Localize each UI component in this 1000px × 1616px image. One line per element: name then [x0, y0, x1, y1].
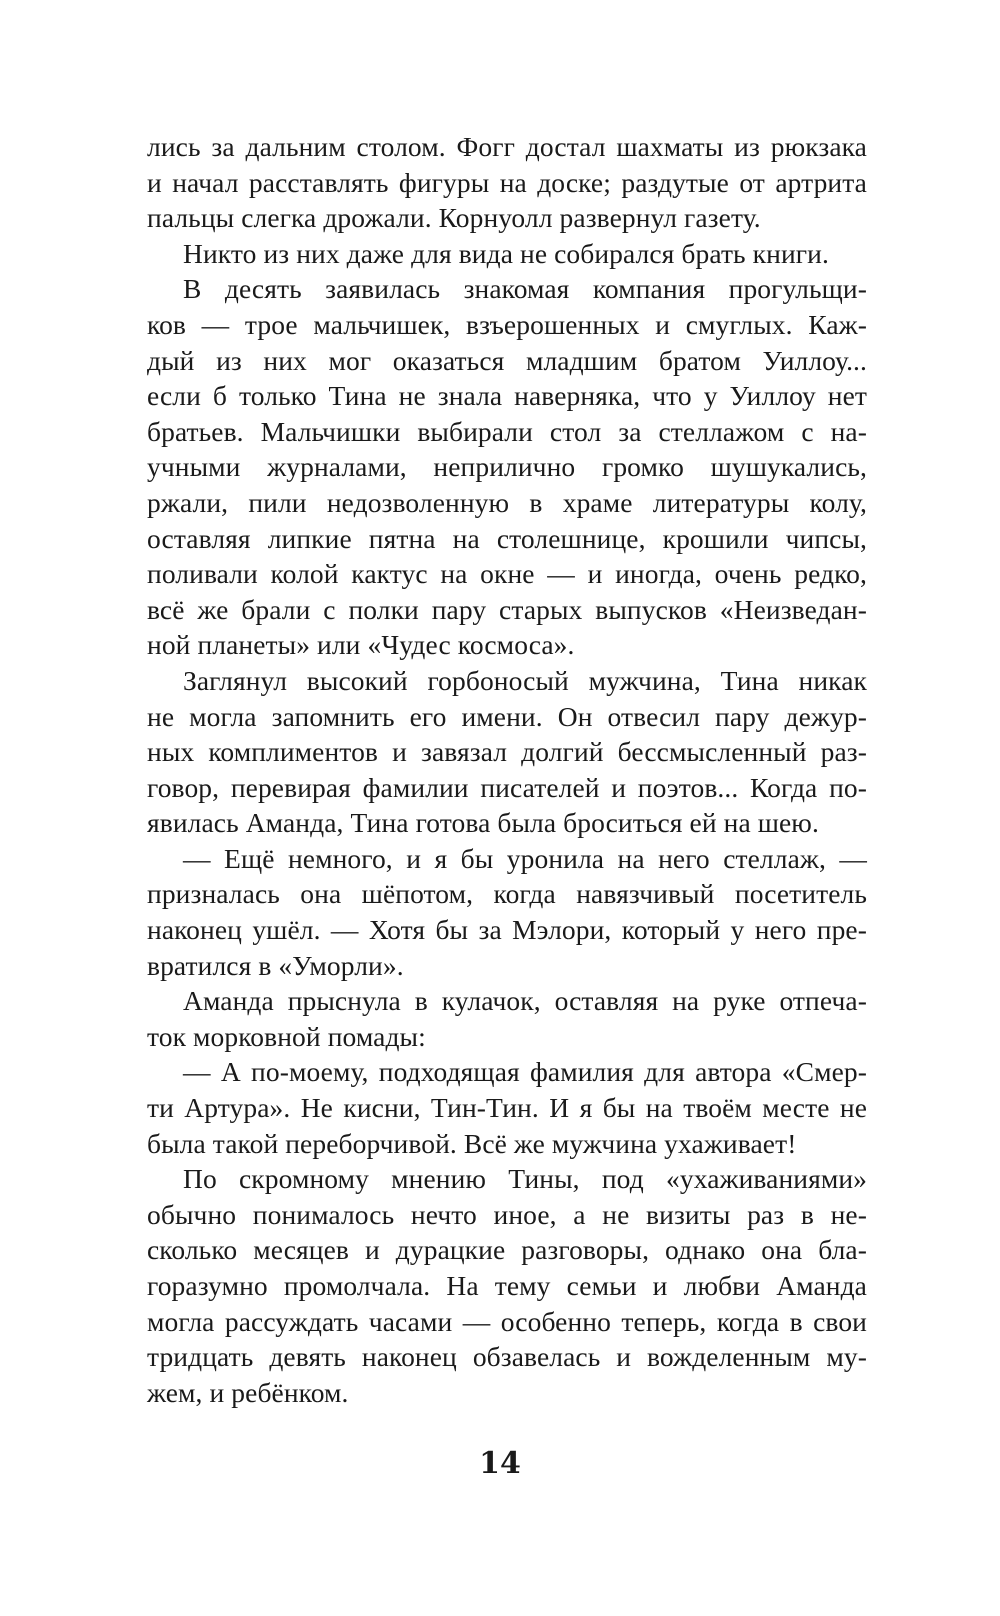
text-line: ток морковной помады: — [147, 1020, 426, 1052]
text-line: лись за дальним столом. Фогг достал шахматы из рюкзака — [147, 131, 867, 162]
text-line: В десять заявилась знакомая компания прогульщи- — [183, 273, 867, 305]
text-line: Заглянул высокий горбоносый мужчина, Тина никак — [183, 664, 867, 696]
text-line: явилась Аманда, Тина готова была броситься ей на шею. — [147, 807, 819, 839]
text-line: По скромному мнению Тины, под «ухаживаниями» — [183, 1163, 867, 1195]
text-line: всё же брали с полки пару старых выпусков «Неизведан- — [147, 593, 867, 625]
text-line: могла рассуждать часами — особенно теперь, когда в свои — [147, 1305, 867, 1337]
text-line: ков — трое мальчишек, взъерошенных и смуглых. Каж- — [147, 308, 867, 340]
text-line: учными журналами, неприлично громко шушукались, — [147, 451, 867, 483]
text-line: ти Артура». Не кисни, Тин-Тин. И я бы на твоём месте не — [147, 1092, 867, 1124]
text-line: вратился в «Уморли». — [147, 949, 404, 981]
text-line: говор, перевирая фамилии писателей и поэтов... Когда по- — [147, 771, 867, 803]
text-line: сколько месяцев и дурацкие разговоры, однако она бла- — [147, 1234, 867, 1266]
text-line: призналась она шёпотом, когда навязчивый посетитель — [147, 878, 867, 910]
text-line: не могла запомнить его имени. Он отвесил пару дежур- — [147, 700, 867, 732]
text-line: пальцы слегка дрожали. Корнуолл развернул газету. — [147, 202, 761, 234]
text-line: Никто из них даже для вида не собирался брать книги. — [183, 237, 829, 269]
text-line: горазумно промолчала. На тему семьи и любви Аманда — [147, 1270, 867, 1301]
page-number: 14 — [479, 1446, 521, 1481]
text-line: ной планеты» или «Чудес космоса». — [147, 629, 575, 661]
text-line: Аманда прыснула в кулачок, оставляя на руке отпеча- — [183, 985, 867, 1017]
text-line: — А по-моему, подходящая фамилия для автора «Смер- — [183, 1056, 867, 1088]
text-line: тридцать девять наконец обзавелась и вожделенным му- — [147, 1341, 867, 1373]
text-line: и начал расставлять фигуры на доске; раздутые от артрита — [147, 166, 867, 198]
text-line: братьев. Мальчишки выбирали стол за стеллажом с на- — [147, 415, 867, 447]
text-line: оставляя липкие пятна на столешнице, крошили чипсы, — [147, 522, 867, 554]
body-text — [147, 129, 867, 1410]
text-line: наконец ушёл. — Хотя бы за Мэлори, который у него пре- — [147, 914, 867, 946]
text-line: обычно понималось нечто иное, а не визиты раз в не- — [147, 1198, 867, 1230]
text-line: ных комплиментов и завязал долгий бессмысленный раз- — [147, 736, 867, 768]
text-line: дый из них мог оказаться младшим братом Уиллоу... — [147, 344, 867, 376]
text-line: жем, и ребёнком. — [147, 1376, 349, 1408]
text-line: поливали колой кактус на окне — и иногда, очень редко, — [147, 558, 867, 590]
text-line: — Ещё немного, и я бы уронила на него стеллаж, — — [183, 842, 867, 874]
text-line: если б только Тина не знала наверняка, что у Уиллоу нет — [147, 380, 867, 412]
text-line: ржали, пили недозволенную в храме литературы колу, — [147, 486, 867, 518]
text-line: была такой переборчивой. Всё же мужчина ухаживает! — [147, 1127, 797, 1159]
